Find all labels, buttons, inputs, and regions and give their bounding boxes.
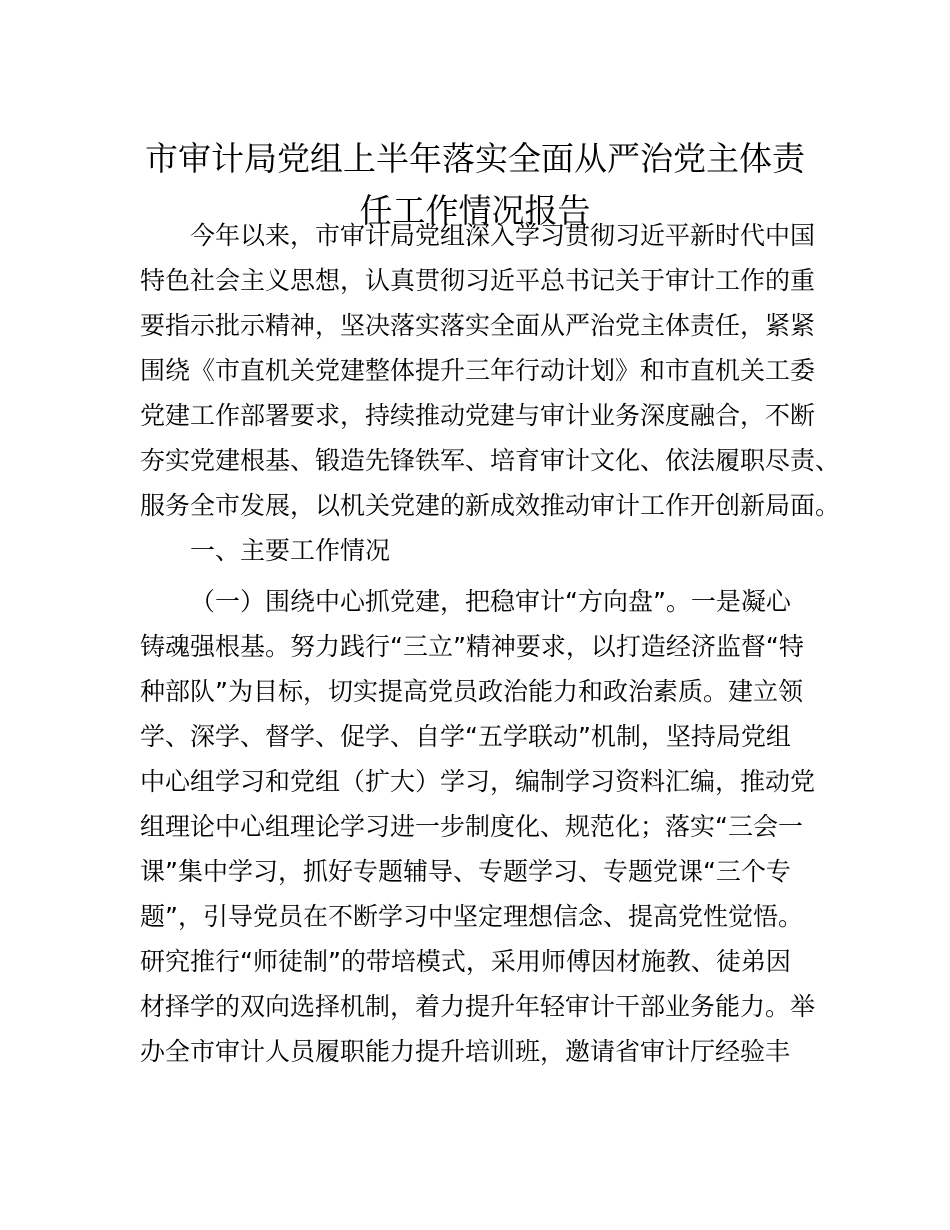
paragraph-line: 研究推行“师徒制”的带培模式，采用师傅因材施教、徒弟因 <box>140 947 791 976</box>
paragraph-line: 题”，引导党员在不断学习中坚定理想信念、提高党性觉悟。 <box>140 902 803 931</box>
paragraph-line: 服务全市发展，以机关党建的新成效推动审计工作开创新局面。 <box>140 491 841 520</box>
title-line-1: 市审计局党组上半年落实全面从严治党主体责 <box>145 139 805 179</box>
paragraph-line: 中心组学习和党组（扩大）学习，编制学习资料汇编，推动党 <box>140 767 816 796</box>
paragraph-line: （一）围绕中心抓党建，把稳审计“方向盘”。一是凝心 <box>190 587 791 616</box>
paragraph-line: 材择学的双向选择机制，着力提升年轻审计干部业务能力。举 <box>140 992 816 1021</box>
paragraph-line: 今年以来，市审计局党组深入学习贯彻习近平新时代中国 <box>190 221 816 250</box>
paragraph-line: 铸魂强根基。努力践行“三立”精神要求，以打造经济监督“特 <box>140 632 804 661</box>
intro-paragraph <box>140 213 841 528</box>
paragraph-line: 学、深学、督学、促学、自学“五学联动”机制，坚持局党组 <box>140 722 791 751</box>
paragraph-line: 办全市审计人员履职能力提升培训班，邀请省审计厅经验丰 <box>140 1037 791 1066</box>
paragraph-line: 课”集中学习，抓好专题辅导、专题学习、专题党课“三个专 <box>140 857 791 886</box>
paragraph-line: 种部队”为目标，切实提高党员政治能力和政治素质。建立领 <box>140 677 803 706</box>
paragraph-line: 组理论中心组理论学习进一步制度化、规范化；落实“三会一 <box>140 812 803 841</box>
section-paragraph <box>140 579 830 1074</box>
section-heading-text: 一、主要工作情况 <box>190 536 391 565</box>
paragraph-line: 要指示批示精神，坚决落实落实全面从严治党主体责任，紧紧 <box>140 311 816 340</box>
paragraph-line: 特色社会主义思想，认真贯彻习近平总书记关于审计工作的重 <box>140 266 816 295</box>
title-line-2: 任工作情况报告 <box>359 191 591 231</box>
paragraph-line: 围绕《市直机关党建整体提升三年行动计划》和市直机关工委 <box>140 356 816 385</box>
paragraph-line: 党建工作部署要求，持续推动党建与审计业务深度融合，不断 <box>140 401 816 430</box>
section-heading <box>140 528 830 573</box>
paragraph-line: 夯实党建根基、锻造先锋铁军、培育审计文化、依法履职尽责、 <box>140 446 841 475</box>
